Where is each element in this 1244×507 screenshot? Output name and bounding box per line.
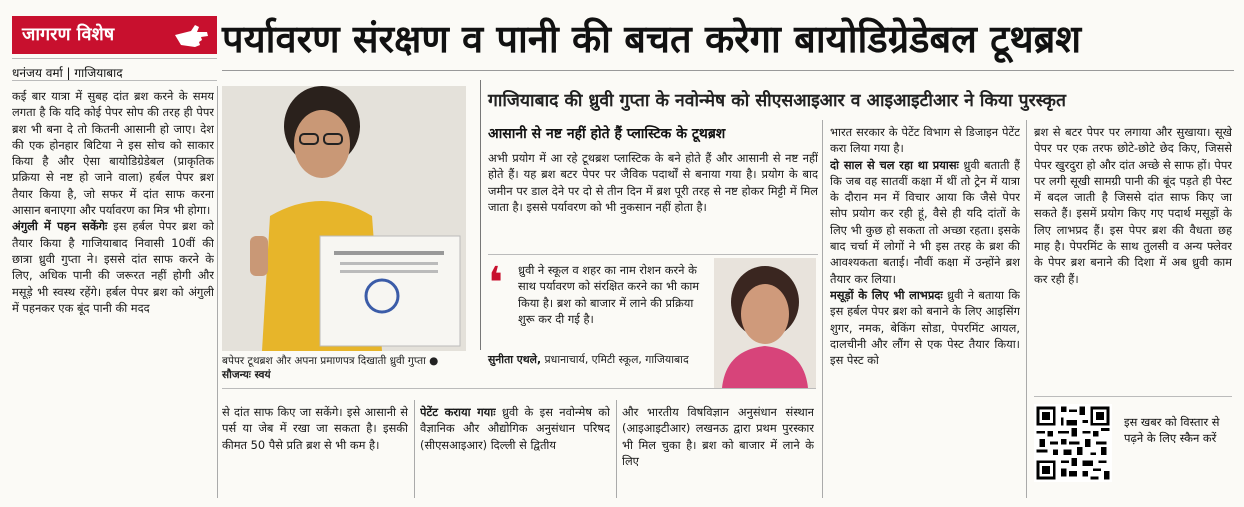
headline: पर्यावरण संरक्षण व पानी की बचत करेगा बायोडिग्रेडेबल टूथब्रश	[222, 17, 1082, 61]
pointing-hand-icon	[173, 21, 211, 49]
byline: धनंजय वर्मा | गाजियाबाद	[12, 66, 123, 80]
column-rule	[616, 400, 617, 498]
column-rule	[822, 120, 823, 498]
col3-subheading: पेटेंट कराया गयाः	[420, 405, 496, 419]
student-photo	[222, 86, 466, 351]
col5-para3: ध्रुवी ने बताया कि इस हर्बल पेपर ब्रश को बनाने के लिए आइसिंग शुगर, नमक, बेकिंग सोडा, पेपरमिंट आयल, दालचीनी और लौंग से एक पेस्ट तैयार किया। इस पेस्ट को	[830, 287, 1020, 368]
qr-code[interactable]	[1034, 404, 1112, 482]
column-rule	[1026, 120, 1027, 498]
column-2-bottom: से दांत साफ किए जा सकेंगे। इसे आसानी से पर्स या जेब में रखा जा सकता है। इसकी कीमत 50 पैसे प्रति ब्रश से भी कम है।	[222, 405, 408, 452]
quote-attribution	[488, 352, 712, 367]
col1-para2: इस हर्बल पेपर ब्रश को तैयार किया है गाजियाबाद निवासी 10वीं की छात्रा ध्रुवी गुप्ता ने। इससे दांत साफ करने के लिए, अधिक पानी की जरूरत नहीं होगी और मसूड़े भी स्वस्थ रहेंगे। हर्बल पेपर ब्रश को अंगुली में पहनकर एक बूंद पानी की मदद	[12, 219, 214, 315]
col5-para2: ध्रुवी बताती हैं कि जब वह सातवीं कक्षा में थीं तो ट्रेन में यात्रा के दौरान मन में विचार आया कि जैसे पेपर सोप प्रयोग कर रही हूं, वैसे ही यदि दांतों के लिए भी कुछ हो सकता तो अच्छा रहता। इसके बाद चर्चा में लोगों ने भी इस तरह के ब्रश की आवश्यकता बताई। नौवीं कक्षा में उन्होंने ब्रश तैयार कर लिया।	[830, 157, 1020, 286]
box-text: अभी प्रयोग में आ रहे टूथब्रश प्लास्टिक के बने होते हैं और आसानी से नष्ट नहीं होते हैं। यह ब्रश बटर पेपर पर जैविक पदार्थों से बनाया गया है। प्रयोग के बाद जमीन पर डाल देने पर दो से तीन दिन में ब्रश पूरी तरह से नष्ट होकर मिट्टी में मिल जाता है। इससे पर्यावरण को भी नुकसान नहीं होता है।	[488, 151, 818, 214]
divider	[488, 254, 818, 255]
col5-para1: भारत सरकार के पेटेंट विभाग से डिजाइन पेटेंट करा लिया गया है।	[830, 125, 1020, 156]
column-rule	[217, 86, 218, 498]
column-1	[12, 88, 214, 498]
col5-subheading-1: दो साल से चल रहा था प्रयासः	[830, 157, 959, 172]
brand-label: जागरण विशेष	[22, 24, 115, 45]
caption-text: बपेपर टूथब्रश और अपना प्रमाणपत्र दिखाती ध्रुवी गुप्ता	[222, 355, 426, 367]
quote-text: ध्रुवी ने स्कूल व शहर का नाम रोशन करने के साथ पर्यावरण को संरक्षित करने का भी काम किया है। ब्रश को बाजार में लाने की प्रक्रिया शुरू कर दी गई है।	[518, 263, 700, 326]
column-5	[830, 124, 1020, 500]
qr-code-icon	[1034, 404, 1112, 482]
column-rule	[414, 400, 415, 498]
principal-portrait-illustration	[714, 258, 816, 388]
col5-subheading-2: मसूड़ों के लिए भी लाभप्रदः	[830, 287, 943, 302]
bullet-icon: ●	[429, 355, 439, 367]
byline-name: धनंजय वर्मा	[12, 66, 63, 80]
divider	[222, 388, 816, 389]
col3-text: ध्रुवी के इस नवोन्मेष को वैज्ञानिक और औद्योगिक अनुसंधान परिषद (सीएसआइआर) दिल्ली से द्वितीय	[420, 405, 610, 452]
quote-designation: प्रधानाचार्य, एमिटी स्कूल, गाजियाबाद	[544, 353, 689, 366]
byline-place: गाजियाबाद	[74, 66, 123, 80]
column-3-bottom	[420, 404, 610, 500]
quote-name: सुनीता एथले,	[488, 353, 542, 366]
divider	[12, 58, 217, 59]
subheadline: गाजियाबाद की ध्रुवी गुप्ता के नवोन्मेष को सीएसआइआर व आइआइटीआर ने किया पुरस्कृत	[488, 91, 1066, 111]
box-title: आसानी से नष्ट नहीं होते हैं प्लास्टिक के टूथब्रश	[488, 126, 726, 142]
student-with-certificate-illustration	[222, 86, 466, 351]
column-6: ब्रश से बटर पेपर पर लगाया और सुखाया। सूखे पेपर पर एक तरफ छोटे-छोटे छेद किए, जिससे पेपर खुरदुरा हो और दांत अच्छे से साफ हों। पेपर पर लगी सूखी सामग्री पानी की बूंद पड़ते ही पेस्ट में बदल जाती है जिससे दांत साफ किए जा सकते हैं। इसमें प्रयोग किए गए पदार्थ मसूड़ों के लिए लाभप्रद हैं। इस पेपर ब्रश की वैधता छह माह है। पेपरमिंट के साथ तुलसी व अन्य फ्लेवर के पेपर ब्रश बनाने की दिशा में अब ध्रुवी काम कर रही हैं।	[1034, 125, 1232, 286]
col1-para1: कई बार यात्रा में सुबह दांत ब्रश करने के समय लगता है कि यदि कोई पेपर सोप की तरह ही पेपर ब्रश भी बना दे तो कितनी आसानी हो जाए। देश की एक होनहार बिटिया ने इस सोच को साकार किया है और ऐसा बायोडिग्रेडेबल (प्राकृतिक प्रक्रिया से नष्ट हो जाने वाला) हर्बल पेपर ब्रश तैयार किया है, जो सफर में दांत साफ करना आसान बनाएगा और पर्यावरण का मित्र भी होगा।	[12, 89, 214, 218]
quote-mark-icon: ❛	[488, 258, 504, 309]
photo-caption	[222, 354, 466, 382]
qr-instruction: इस खबर को विस्तार से पढ़ने के लिए स्कैन करें	[1124, 415, 1220, 445]
brand-tag	[12, 16, 217, 54]
divider	[222, 70, 1234, 71]
column-4-bottom: और भारतीय विषविज्ञान अनुसंधान संस्थान (आइआइटीआर) लखनऊ द्वारा प्रथम पुरस्कार भी मिल चुका है। ब्रश को बाजार में लाने के लिए	[622, 405, 814, 468]
caption-credit: सौजन्यः स्वयं	[222, 369, 271, 381]
col1-subheading: अंगुली में पहन सकेंगेः	[12, 219, 108, 234]
divider	[1034, 396, 1232, 397]
principal-photo	[714, 258, 816, 388]
column-rule	[480, 80, 481, 350]
